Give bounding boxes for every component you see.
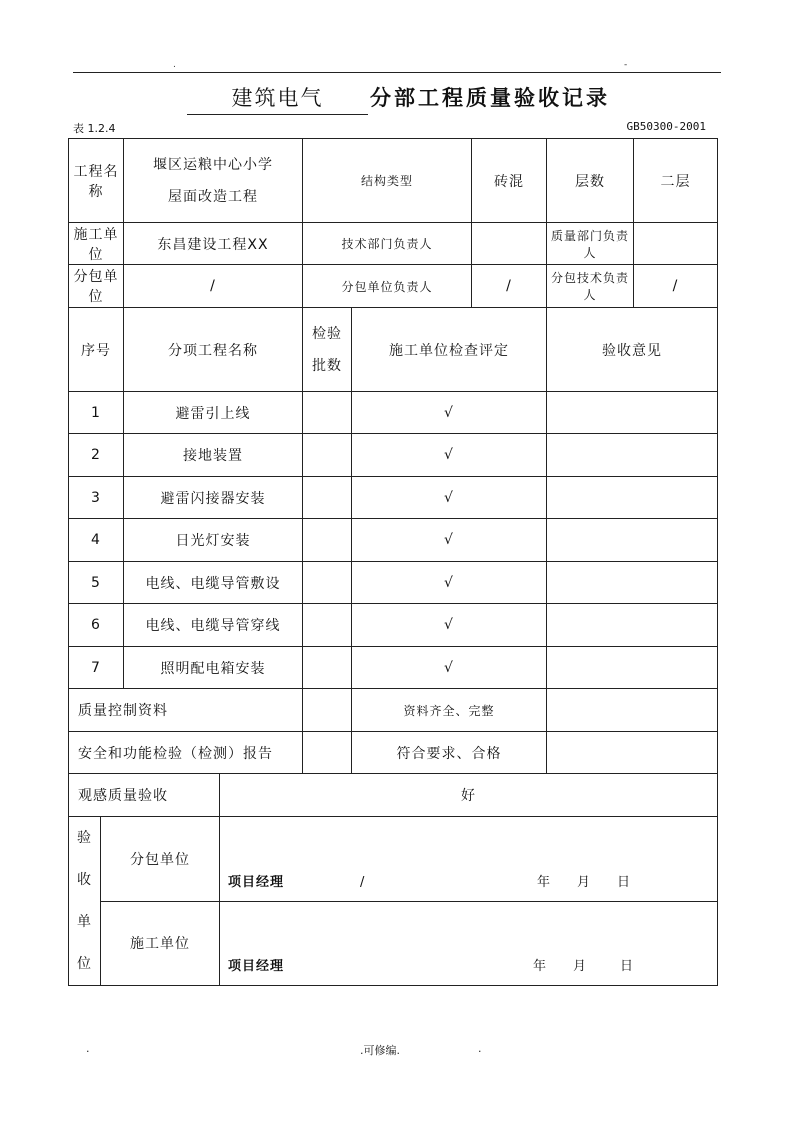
item-opinion — [547, 647, 718, 689]
floors-value: 二层 — [634, 139, 718, 223]
document-title — [0, 80, 794, 114]
item-name: 电线、电缆导管穿线 — [124, 604, 303, 647]
item-batch — [303, 477, 352, 519]
floors-label: 层数 — [547, 139, 634, 223]
contractor-date-year: 年 — [533, 959, 548, 974]
title-discipline: 建筑电气 — [187, 82, 368, 115]
contractor-value: 东昌建设工程XX — [124, 223, 303, 265]
quality-docs-opinion — [547, 689, 718, 732]
quality-docs-label: 质量控制资料 — [69, 689, 303, 732]
quality-docs-row — [69, 689, 718, 732]
item-opinion — [547, 434, 718, 477]
sub-pm-value: / — [360, 874, 366, 890]
item-name: 接地装置 — [124, 434, 303, 477]
table-row — [69, 604, 718, 647]
item-opinion — [547, 562, 718, 604]
info-row-project — [69, 139, 718, 223]
acceptance-record-table — [68, 138, 718, 986]
safety-report-row — [69, 732, 718, 774]
safety-report-label: 安全和功能检验（检测）报告 — [69, 732, 303, 774]
item-check: √ — [352, 604, 547, 647]
item-no: 3 — [69, 477, 124, 519]
item-name: 避雷闪接器安装 — [124, 477, 303, 519]
contractor-date-month: 月 — [573, 959, 588, 974]
contractor-pm-label: 项目经理 — [228, 959, 285, 974]
quality-head-label: 质量部门负责人 — [547, 223, 634, 265]
contractor-unit-signature — [220, 901, 718, 986]
col-header-name: 分项工程名称 — [124, 308, 303, 392]
item-opinion — [547, 477, 718, 519]
col-header-check: 施工单位检查评定 — [352, 308, 547, 392]
footer-editable-note: .可修编. — [360, 1044, 400, 1057]
item-opinion — [547, 519, 718, 562]
item-check: √ — [352, 392, 547, 434]
items-header-row — [69, 308, 718, 392]
col-header-batch-line2: 批数 — [312, 357, 342, 374]
safety-report-opinion — [547, 732, 718, 774]
side-char: 收 — [77, 872, 92, 888]
item-opinion — [547, 392, 718, 434]
side-char: 验 — [77, 830, 92, 846]
tech-head-value — [472, 223, 547, 265]
item-check: √ — [352, 519, 547, 562]
acceptance-sub-row — [69, 817, 718, 902]
sub-unit-label: 分包单位 — [101, 817, 220, 902]
table-row — [69, 647, 718, 689]
project-name-label: 工程名称 — [69, 139, 124, 223]
appearance-row — [69, 774, 718, 817]
subcontractor-label: 分包单位 — [69, 265, 124, 308]
header-mark-right: - — [624, 60, 628, 70]
acceptance-side-label — [69, 817, 101, 986]
table-row — [69, 562, 718, 604]
item-no: 4 — [69, 519, 124, 562]
col-header-batch-line1: 检验 — [312, 325, 342, 342]
item-no: 7 — [69, 647, 124, 689]
sub-date-month: 月 — [577, 874, 592, 890]
table-row — [69, 434, 718, 477]
item-name: 避雷引上线 — [124, 392, 303, 434]
tech-head-label: 技术部门负责人 — [303, 223, 472, 265]
table-row — [69, 519, 718, 562]
item-batch — [303, 434, 352, 477]
item-batch — [303, 604, 352, 647]
table-row — [69, 392, 718, 434]
sub-unit-signature — [220, 817, 718, 902]
item-no: 6 — [69, 604, 124, 647]
subcontractor-value: / — [124, 265, 303, 308]
item-batch — [303, 647, 352, 689]
item-check: √ — [352, 434, 547, 477]
sub-date-day: 日 — [617, 874, 632, 890]
sub-head-value: / — [472, 265, 547, 308]
sub-head-label: 分包单位负责人 — [303, 265, 472, 308]
item-opinion — [547, 604, 718, 647]
contractor-date-day: 日 — [620, 959, 635, 974]
table-row — [69, 477, 718, 519]
safety-report-value: 符合要求、合格 — [352, 732, 547, 774]
item-check: √ — [352, 562, 547, 604]
side-char: 位 — [77, 956, 92, 972]
appearance-value: 好 — [220, 774, 718, 817]
item-name: 电线、电缆导管敷设 — [124, 562, 303, 604]
item-batch — [303, 562, 352, 604]
item-check: √ — [352, 477, 547, 519]
item-check: √ — [352, 647, 547, 689]
sub-tech-head-label: 分包技术负责人 — [547, 265, 634, 308]
project-name-line2: 屋面改造工程 — [168, 188, 258, 205]
info-row-subcontractor — [69, 265, 718, 308]
quality-head-value — [634, 223, 718, 265]
item-name: 日光灯安装 — [124, 519, 303, 562]
structure-type-value: 砖混 — [472, 139, 547, 223]
title-main: 分部工程质量验收记录 — [370, 86, 610, 110]
footer-mark-right: . — [478, 1042, 482, 1055]
table-number: 表 1.2.4 — [73, 122, 116, 135]
sub-tech-head-value: / — [634, 265, 718, 308]
footer-mark-left: . — [86, 1042, 90, 1055]
item-no: 1 — [69, 392, 124, 434]
sub-date-year: 年 — [537, 874, 552, 890]
appearance-label: 观感质量验收 — [69, 774, 220, 817]
header-mark-left: . — [173, 60, 176, 70]
col-header-no: 序号 — [69, 308, 124, 392]
contractor-label: 施工单位 — [69, 223, 124, 265]
standard-code: GB50300-2001 — [626, 120, 706, 133]
col-header-opinion: 验收意见 — [547, 308, 718, 392]
item-batch — [303, 392, 352, 434]
project-name-line1: 堰区运粮中心小学 — [153, 156, 273, 173]
sub-pm-label: 项目经理 — [228, 874, 285, 890]
structure-type-label: 结构类型 — [303, 139, 472, 223]
side-char: 单 — [77, 914, 92, 930]
item-name: 照明配电箱安装 — [124, 647, 303, 689]
item-no: 2 — [69, 434, 124, 477]
acceptance-contractor-row — [69, 901, 718, 986]
safety-report-batch — [303, 732, 352, 774]
item-batch — [303, 519, 352, 562]
quality-docs-value: 资料齐全、完整 — [352, 689, 547, 732]
col-header-batch — [303, 308, 352, 392]
header-rule — [73, 72, 721, 73]
info-row-contractor — [69, 223, 718, 265]
item-no: 5 — [69, 562, 124, 604]
quality-docs-batch — [303, 689, 352, 732]
contractor-unit-label: 施工单位 — [101, 901, 220, 986]
project-name-value — [124, 139, 303, 223]
